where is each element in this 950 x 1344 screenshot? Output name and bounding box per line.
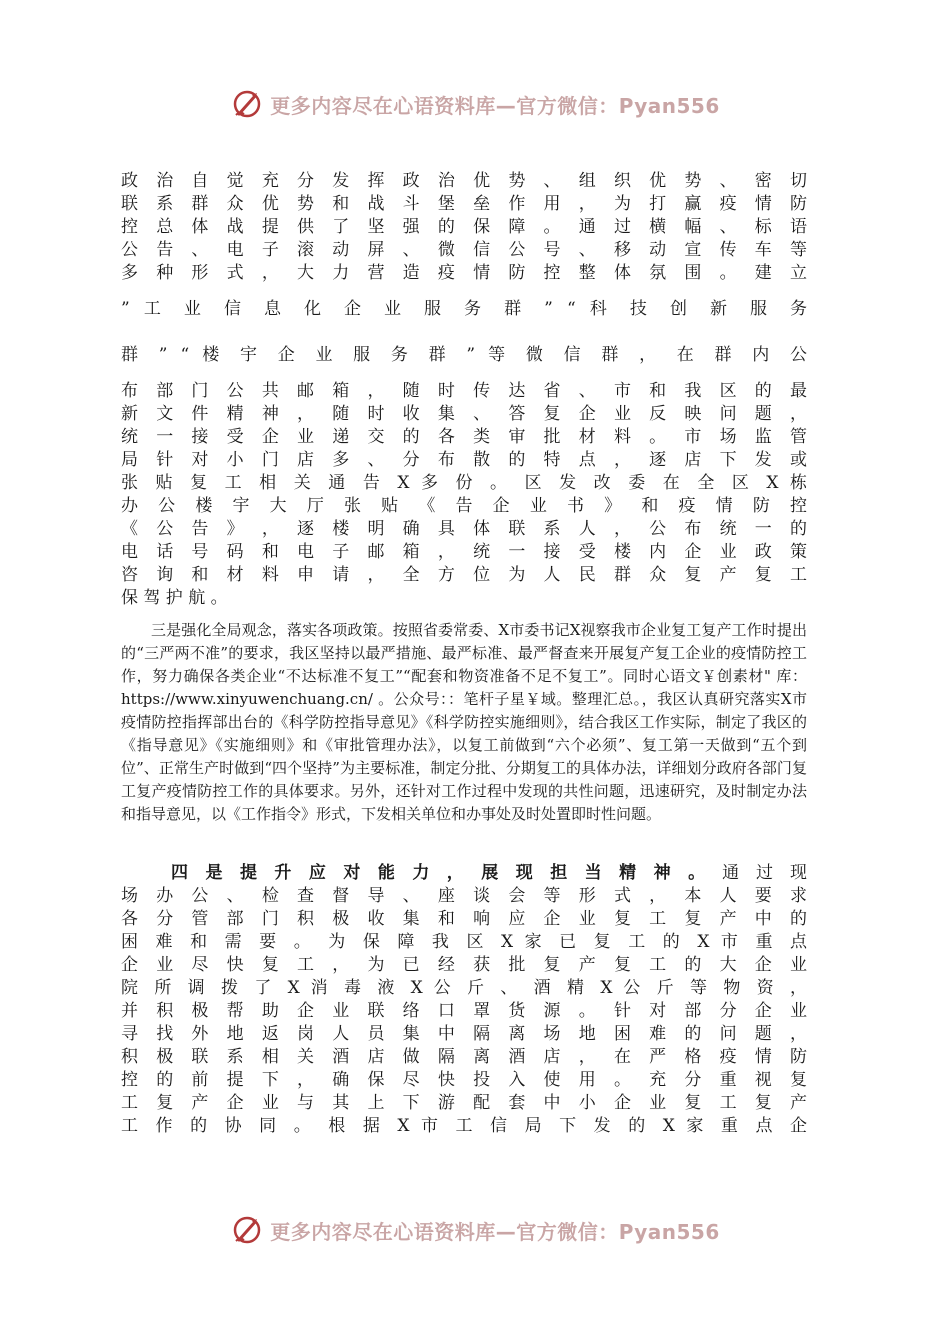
text-line: 咨 询 和 材 料 申 请 ， 全 方 位 为 人 民 群 众 复 产 复 工 bbox=[121, 565, 807, 585]
section-2 bbox=[121, 619, 807, 826]
text-line: 企 业 尽 快 复 工 ， 为 已 经 获 批 复 产 复 工 的 大 企 业 bbox=[121, 955, 807, 975]
lead-line bbox=[121, 862, 807, 885]
text-line: 各 分 管 部 门 积 极 收 集 和 响 应 企 业 复 工 复 产 中 的 bbox=[121, 909, 807, 929]
text-line: 公 告 、 电 子 滚 动 屏 、 微 信 公 号 、 移 动 宣 传 车 等 bbox=[121, 240, 807, 260]
text-line: 困 难 和 需 要 。 为 保 障 我 区 X 家 已 复 工 的 X 市 重 点 bbox=[121, 932, 807, 952]
text-line: 布 部 门 公 共 邮 箱 ， 随 时 传 达 省 、 市 和 我 区 的 最 bbox=[121, 381, 807, 401]
text-line: 联 系 群 众 优 势 和 战 斗 堡 垒 作 用 ， 为 打 赢 疫 情 防 bbox=[121, 194, 807, 214]
header-brand-text: 更多内容尽在心语资料库—官方微信：Pyan556 bbox=[270, 93, 720, 118]
text-line: 工 作 的 协 同 。 根 据 X 市 工 信 局 下 发 的 X 家 重 点 企 bbox=[121, 1116, 807, 1136]
text-line: 电 话 号 码 和 电 子 邮 箱 ， 统 一 接 受 楼 内 企 业 政 策 bbox=[121, 542, 807, 562]
text-line: 新 文 件 精 神 ， 随 时 收 集 、 答 复 企 业 反 映 问 题 ， bbox=[121, 404, 807, 424]
pen-logo-icon bbox=[230, 87, 264, 121]
text-line: 张 贴 复 工 相 关 通 告 X 多 份 。 区 发 改 委 在 全 区 X 栋 bbox=[121, 473, 807, 493]
pen-logo-icon bbox=[230, 1213, 264, 1247]
text-line: 积 极 联 系 相 关 酒 店 做 隔 离 酒 店 ， 在 严 格 疫 情 防 bbox=[121, 1047, 807, 1067]
text-line: 并 积 极 帮 助 企 业 联 络 口 罩 货 源 。 针 对 部 分 企 业 bbox=[121, 1001, 807, 1021]
lead-tail: 通 过 现 bbox=[722, 863, 807, 883]
footer-brand-text: 更多内容尽在心语资料库—官方微信：Pyan556 bbox=[270, 1219, 720, 1244]
text-line: 群 ” “ 楼 宇 企 业 服 务 群 ” 等 微 信 群 ， 在 群 内 公 bbox=[121, 345, 807, 365]
text-line: 局 针 对 小 门 店 多 、 分 布 散 的 特 点 ， 逐 店 下 发 或 bbox=[121, 450, 807, 470]
text-line: ” 工 业 信 息 化 企 业 服 务 群 ” “ 科 技 创 新 服 务 bbox=[121, 299, 807, 319]
text-line: 场 办 公 、 检 查 督 导 、 座 谈 会 等 形 式 ， 本 人 要 求 bbox=[121, 886, 807, 906]
text-line: 多 种 形 式 ， 大 力 营 造 疫 情 防 控 整 体 氛 围 。 建 立 bbox=[121, 263, 807, 283]
text-line: 控 的 前 提 下 ， 确 保 尽 快 投 入 使 用 。 充 分 重 视 复 bbox=[121, 1070, 807, 1090]
text-line: 办 公 楼 宇 大 厅 张 贴 《 告 企 业 书 》 和 疫 情 防 控 bbox=[121, 496, 807, 516]
section-3 bbox=[121, 862, 807, 1138]
text-line: 统 一 接 受 企 业 递 交 的 各 类 审 批 材 料 。 市 场 监 管 bbox=[121, 427, 807, 447]
text-line: 控 总 体 战 提 供 了 坚 强 的 保 障 。 通 过 横 幅 、 标 语 bbox=[121, 217, 807, 237]
footer-brand bbox=[0, 1210, 950, 1250]
paragraph: 三是强化全局观念，落实各项政策。按照省委常委、X市委书记X视察我市企业复工复产工作时提出的“三严两不准”的要求，我区坚持以最严措施、最严标准、最严督查来开展复产复工企业的疫情防控工作，努力确保各类企业“不达标准不复工”“配套和物资准备不足不复工”。同时心语文￥创素材" 库：https://www.xinyuwenchuang.cn/ 。公众号：：笔杆子星￥域。整理汇总。，我区认真研究落实X市疫情防控指挥部出台的《科学防控指导意见》《科学防控实施细则》，结合我区工作实际，制定了我区的《指导意见》《实施细则》和《审批管理办法》，以复工前做到“六个必须”、复工第一天做到“五个到位”、正常生产时做到“四个坚持”为主要标准，制定分批、分期复工的具体办法，详细划分政府各部门复工复产疫情防控工作的具体要求。另外，还针对工作过程中发现的共性问题，迅速研究，及时制定办法和指导意见，以《工作指令》形式，下发相关单位和办事处及时处置即时性问题。 bbox=[121, 621, 807, 823]
text-line: 《 公 告 》 ， 逐 楼 明 确 具 体 联 系 人 ， 公 布 统 一 的 bbox=[121, 519, 807, 539]
bold-heading: 四 是 提 升 应 对 能 力 ， 展 现 担 当 精 神 。 bbox=[171, 863, 711, 883]
header-brand bbox=[0, 84, 950, 124]
section-1 bbox=[121, 170, 807, 610]
text-line: 寻 找 外 地 返 岗 人 员 集 中 隔 离 场 地 困 难 的 问 题 ， bbox=[121, 1024, 807, 1044]
text-line: 政 治 自 觉 充 分 发 挥 政 治 优 势 、 组 织 优 势 、 密 切 bbox=[121, 171, 807, 191]
text-line: 保 驾 护 航 。 bbox=[121, 588, 228, 608]
text-line: 院 所 调 拨 了 X 消 毒 液 X 公 斤 、 酒 精 X 公 斤 等 物 资 ， bbox=[121, 978, 807, 998]
text-line: 工 复 产 企 业 与 其 上 下 游 配 套 中 小 企 业 复 工 复 产 bbox=[121, 1093, 807, 1113]
